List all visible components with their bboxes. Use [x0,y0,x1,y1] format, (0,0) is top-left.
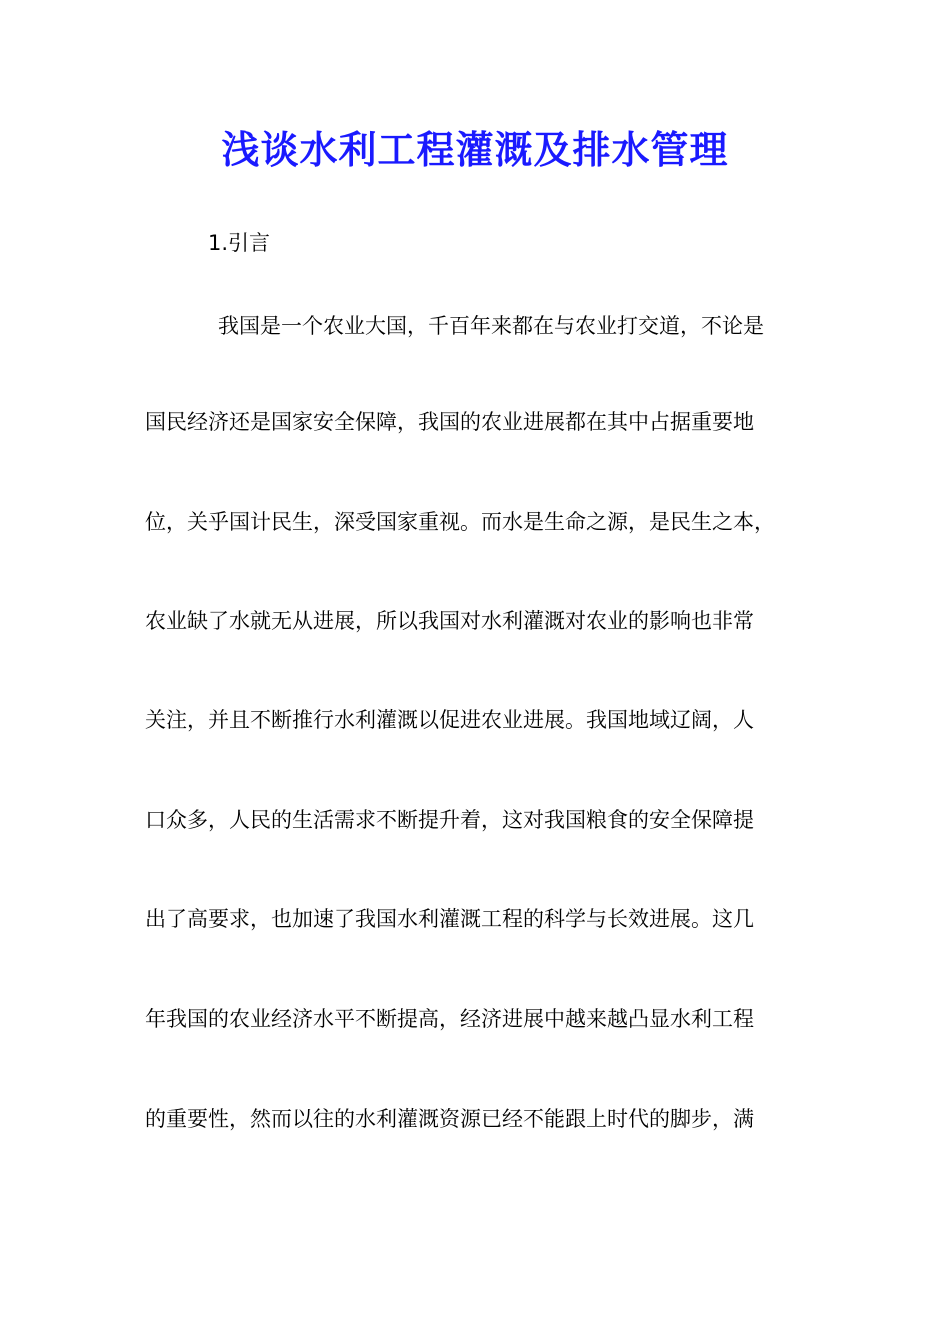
paragraph-line-6: 口众多，人民的生活需求不断提升着，这对我国粮食的安全保障提 [145,808,754,832]
section-heading-introduction: 1.引言 [208,231,271,255]
paragraph-line-3: 位，关乎国计民生，深受国家重视。而水是生命之源，是民生之本， [145,510,775,534]
paragraph-line-5: 关注，并且不断推行水利灌溉以促进农业进展。我国地域辽阔，人 [145,708,754,732]
paragraph-line-2: 国民经济还是国家安全保障，我国的农业进展都在其中占据重要地 [145,410,754,434]
paragraph-line-8: 年我国的农业经济水平不断提高，经济进展中越来越凸显水利工程 [145,1007,754,1031]
document-title: 浅谈水利工程灌溉及排水管理 [221,127,729,172]
paragraph-line-9: 的重要性，然而以往的水利灌溉资源已经不能跟上时代的脚步，满 [145,1107,754,1131]
paragraph-line-7: 出了高要求，也加速了我国水利灌溉工程的科学与长效进展。这几 [145,907,754,931]
paragraph-line-1: 我国是一个农业大国，千百年来都在与农业打交道，不论是 [218,314,764,338]
paragraph-line-4: 农业缺了水就无从进展，所以我国对水利灌溉对农业的影响也非常 [145,609,754,633]
